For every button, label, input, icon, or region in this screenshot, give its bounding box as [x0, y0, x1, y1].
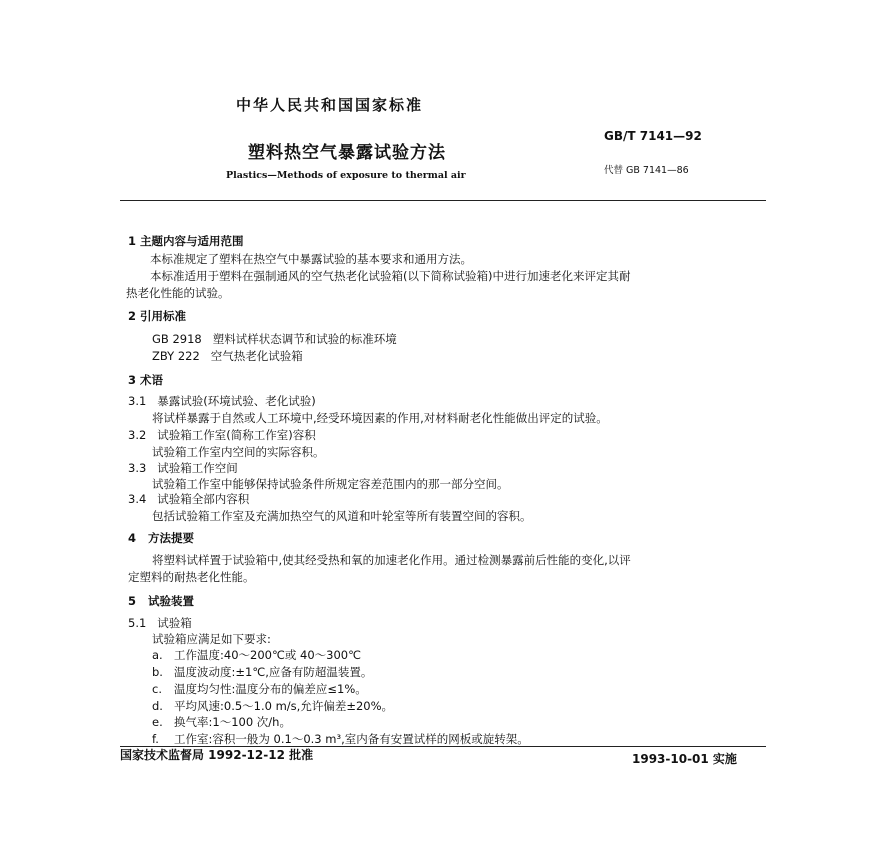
requirement-item	[152, 664, 372, 680]
section-3-heading: 3 术语	[128, 373, 164, 387]
header-divider	[120, 200, 766, 201]
requirement-item	[152, 714, 291, 730]
implementation-date: 1993-10-01 实施	[632, 752, 737, 766]
section-4-heading: 4 方法提要	[128, 531, 195, 545]
term-3-3-title: 3.3 试验箱工作空间	[128, 461, 238, 475]
requirement-item	[152, 731, 529, 747]
item-text: 换气率:1～100 次/h。	[174, 715, 291, 729]
item-mark: b.	[152, 665, 163, 679]
item-text: 工作室:容积一般为 0.1～0.3 m³,室内备有安置试样的网板或旋转架。	[174, 732, 529, 746]
term-3-3-body: 试验箱工作室中能够保持试验条件所规定容差范围内的那一部分空间。	[152, 477, 509, 491]
term-3-4-title: 3.4 试验箱全部内容积	[128, 492, 250, 506]
section-1-para-1: 本标准规定了塑料在热空气中暴露试验的基本要求和通用方法。	[150, 252, 472, 266]
standard-title-en: Plastics—Methods of exposure to thermal air	[226, 170, 466, 181]
item-mark: c.	[152, 682, 162, 696]
item-mark: e.	[152, 715, 163, 729]
item-mark: a.	[152, 648, 163, 662]
section-4-line-1: 将塑料试样置于试验箱中,使其经受热和氧的加速老化作用。通过检测暴露前后性能的变化,以评	[152, 553, 631, 567]
section-4-line-2: 定塑料的耐热老化性能。	[128, 570, 255, 584]
item-mark: d.	[152, 699, 163, 713]
requirement-item	[152, 698, 393, 714]
item-mark: f.	[152, 732, 159, 746]
subsection-5-1-intro: 试验箱应满足如下要求:	[152, 632, 271, 646]
term-3-1-title: 3.1 暴露试验(环境试验、老化试验)	[128, 394, 316, 408]
term-3-1-body: 将试样暴露于自然或人工环境中,经受环境因素的作用,对材料耐老化性能做出评定的试验。	[152, 411, 608, 425]
standard-code: GB/T 7141—92	[604, 129, 702, 143]
section-5-heading: 5 试验装置	[128, 594, 195, 608]
reference-item: GB 2918 塑料试样状态调节和试验的标准环境	[152, 332, 397, 346]
section-1-para-2-line-1: 本标准适用于塑料在强制通风的空气热老化试验箱(以下简称试验箱)中进行加速老化来评定其耐	[150, 269, 631, 283]
term-3-2-title: 3.2 试验箱工作室(简称工作室)容积	[128, 428, 316, 442]
section-2-heading: 2 引用标准	[128, 309, 187, 323]
approval-date: 国家技术监督局 1992-12-12 批准	[120, 748, 314, 762]
item-text: 温度均匀性:温度分布的偏差应≤1%。	[174, 682, 367, 696]
requirement-item	[152, 647, 361, 663]
term-3-2-body: 试验箱工作室内空间的实际容积。	[152, 445, 325, 459]
country-standard-title: 中华人民共和国国家标准	[236, 96, 424, 114]
section-1-para-2-line-2: 热老化性能的试验。	[126, 286, 230, 300]
item-text: 工作温度:40～200℃或 40～300℃	[174, 648, 362, 662]
term-3-4-body: 包括试验箱工作室及充满加热空气的风道和叶轮室等所有装置空间的容积。	[152, 509, 532, 523]
section-1-heading: 1 主题内容与适用范围	[128, 234, 244, 248]
reference-item: ZBY 222 空气热老化试验箱	[152, 349, 303, 363]
item-text: 平均风速:0.5～1.0 m/s,允许偏差±20%。	[174, 699, 394, 713]
requirement-item	[152, 681, 367, 697]
standard-title-cn: 塑料热空气暴露试验方法	[248, 143, 446, 163]
item-text: 温度波动度:±1℃,应备有防超温装置。	[174, 665, 373, 679]
replaces-standard: 代替 GB 7141—86	[604, 165, 689, 176]
subsection-5-1-title: 5.1 试验箱	[128, 616, 192, 630]
